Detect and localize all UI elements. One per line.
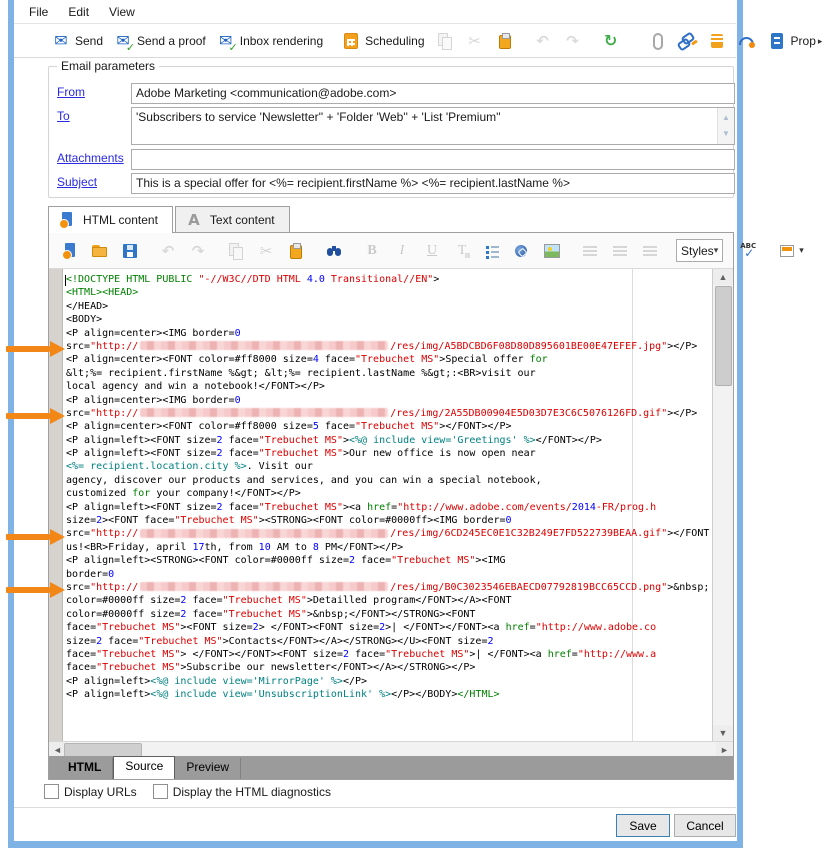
from-field[interactable]: Adobe Marketing <communication@adobe.com>	[131, 83, 735, 104]
text-format-button	[447, 238, 477, 264]
vertical-scroll-thumb[interactable]	[715, 286, 732, 386]
cut-button	[251, 238, 281, 264]
properties-icon	[767, 31, 787, 51]
code-line: <P align=center><FONT color=#ff8000 size=4 face="Trebuchet MS">Special offer for	[66, 354, 548, 366]
cut-button	[460, 28, 490, 54]
find-button[interactable]	[319, 238, 349, 264]
window-frame-bottom	[8, 841, 743, 848]
gift-button[interactable]	[702, 28, 732, 54]
editor-toolbar	[49, 233, 804, 269]
send-a-proof-button[interactable]	[108, 28, 211, 54]
redacted-url-segment	[140, 529, 388, 538]
attachment-button[interactable]	[642, 28, 672, 54]
code-line: <P align=left><%@ include view='UnsubscriptionLink' %></P></BODY></HTML>	[66, 689, 500, 701]
toolbar-button-label: Scheduling	[365, 34, 425, 48]
send-button[interactable]	[46, 28, 108, 54]
display-urls-option[interactable]	[44, 784, 137, 799]
copy-button	[221, 238, 251, 264]
code-line: <P align=center><IMG border=0	[66, 394, 241, 406]
code-line: agency, discover our products and services, and you can win a special notebook,	[66, 474, 542, 486]
new-content-button[interactable]	[55, 238, 85, 264]
scheduling-button[interactable]	[336, 28, 429, 54]
scroll-down-icon[interactable]: ▼	[722, 129, 730, 138]
checkbox-display-urls[interactable]	[44, 784, 59, 799]
background-icon	[777, 241, 797, 261]
bottom-tab-source[interactable]: Source	[113, 756, 175, 779]
image-button[interactable]	[537, 238, 567, 264]
align-left-icon	[580, 241, 600, 261]
refresh-icon	[601, 31, 621, 51]
save-icon	[120, 241, 140, 261]
bold-icon	[362, 241, 382, 261]
attachments-link[interactable]: Attachments	[57, 151, 124, 165]
anchor-button[interactable]	[507, 238, 537, 264]
subject-field[interactable]: This is a special offer for <%= recipient.firstName %> <%= recipient.lastName %>	[131, 173, 735, 194]
paste-button[interactable]	[281, 238, 311, 264]
code-line: us!<BR>Friday, april 17th, from 10 AM to 8 PM</FONT></P>	[66, 541, 404, 553]
menu-edit[interactable]: Edit	[68, 4, 90, 19]
redacted-url-segment	[140, 341, 388, 350]
save-button[interactable]: Save	[616, 814, 670, 837]
align-left-button	[575, 238, 605, 264]
align-right-button	[635, 238, 665, 264]
scroll-left-icon[interactable]: ◄	[49, 742, 66, 758]
code-line: color=#0000ff size=2 face="Trebuchet MS">Detailled program</FONT></A><FONT	[66, 595, 512, 607]
checkbox-label: Display URLs	[64, 784, 137, 799]
anchor-icon	[512, 241, 532, 261]
bullet-list-button[interactable]	[477, 238, 507, 264]
redo-button	[183, 238, 213, 264]
bullet-list-icon	[482, 241, 502, 261]
spellcheck-button[interactable]	[734, 238, 764, 264]
align-center-button	[605, 238, 635, 264]
main-toolbar	[14, 25, 823, 58]
options-row	[44, 784, 331, 799]
undo-button	[153, 238, 183, 264]
view-mode-tabs	[49, 756, 733, 779]
code-line: size=2 face="Trebuchet MS">Contacts</FONT></A></STRONG></U><FONT size=2	[66, 635, 494, 647]
align-right-icon	[640, 241, 660, 261]
to-link[interactable]: To	[57, 109, 70, 123]
code-line: face="Trebuchet MS"><FONT size=2> </FONT><FONT size=2>| </FONT></FONT><a href="http://www.adobe.co	[66, 622, 657, 634]
code-line: </HEAD>	[66, 300, 109, 312]
code-line: src="http:// /res/img/A5BDCBD6F08D80D895601BE00E47EFEF.jpg"></P>	[66, 340, 698, 352]
code-line: <P align=left><FONT size=2 face="Trebuchet MS"><a href="http://www.adobe.com/events/2014-FR/prog.h	[66, 501, 657, 513]
paste-icon	[286, 241, 306, 261]
menu-view[interactable]: View	[109, 4, 135, 19]
code-line: src="http:// /res/img/B0C3023546EBAECD07792819BCC65CCD.png">&nbsp;	[66, 581, 710, 593]
code-line: customized for your company!</FONT></P>	[66, 488, 301, 500]
code-line: &lt;%= recipient.firstName %&gt; &lt;%= recipient.lastName %&gt;:<BR>visit our	[66, 367, 536, 379]
window-frame-right	[737, 0, 743, 848]
menu-file[interactable]: File	[29, 4, 49, 19]
scroll-right-icon[interactable]: ►	[716, 742, 733, 758]
combo-label: Styles	[681, 243, 714, 258]
paste-button[interactable]	[490, 28, 520, 54]
chevron-right-icon: ▸	[817, 35, 823, 46]
chevron-right-icon: ▾	[799, 245, 804, 255]
display-diagnostics-option[interactable]	[153, 784, 331, 799]
checkbox-label: Display the HTML diagnostics	[172, 784, 331, 799]
code-line: local agency and win a notebook!</FONT></P>	[66, 381, 325, 393]
scheduling-icon	[341, 31, 361, 51]
italic-button	[387, 238, 417, 264]
toolbar-button-label: Send	[75, 34, 104, 48]
code-line: <%= recipient.location.city %>. Visit our	[66, 461, 313, 473]
tab-html-content[interactable]	[48, 206, 173, 233]
toolbar-button-label: Prop	[790, 34, 816, 48]
chevron-down-icon: ▾	[713, 245, 719, 255]
copy-icon	[226, 241, 246, 261]
code-line: face="Trebuchet MS"> </FONT></FONT><FONT size=2 face="Trebuchet MS">| </FONT><a href="http://www.a	[66, 648, 657, 660]
code-line: size=2><FONT face="Trebuchet MS"><STRONG><FONT color=#0000ff><IMG border=0	[66, 515, 512, 527]
subject-link[interactable]: Subject	[57, 175, 98, 189]
refresh-button[interactable]	[596, 28, 626, 54]
code-line: src="http:// /res/img/6CD245EC0E1C32B249E7FD522739BEAA.gif"></FONT	[66, 528, 710, 540]
code-line: <P align=left><%@ include view='MirrorPage' %></P>	[66, 675, 368, 687]
code-line: <P align=center><IMG border=0	[66, 327, 241, 339]
code-line: <P align=center><FONT color=#ff8000 size=5 face="Trebuchet MS"></FONT></P>	[66, 421, 512, 433]
footer-divider	[14, 807, 736, 808]
html-page-icon	[57, 210, 77, 230]
menu-bar	[14, 0, 736, 24]
code-line: src="http:// /res/img/2A55DB00904E5D03D7E3C6C5076126FD.gif"></P>	[66, 407, 698, 419]
cut-icon	[465, 31, 485, 51]
undo-icon	[158, 241, 178, 261]
editor-gutter	[49, 269, 63, 741]
bold-button	[357, 238, 387, 264]
tab-label: HTML content	[83, 213, 158, 227]
tab-text-content[interactable]	[175, 206, 290, 232]
code-line: border=0	[66, 568, 115, 580]
save-content-button[interactable]	[115, 238, 145, 264]
cancel-button[interactable]: Cancel	[674, 814, 736, 837]
copy-icon	[435, 31, 455, 51]
inbox-rendering-icon	[216, 31, 236, 51]
code-line: face="Trebuchet MS">Subscribe our newsletter</FONT></A></STRONG></P>	[66, 662, 476, 674]
redacted-url-segment	[140, 582, 388, 591]
code-line: color=#0000ff size=2 face="Trebuchet MS">&nbsp;</FONT></STRONG><FONT	[66, 608, 476, 620]
redo-icon	[563, 31, 583, 51]
styles-select[interactable]	[676, 239, 723, 262]
scroll-down-icon[interactable]: ▼	[713, 725, 733, 741]
send-proof-icon	[113, 31, 133, 51]
redo-button	[558, 28, 588, 54]
code-line: <P align=left><FONT size=2 face="Trebuchet MS"><%@ include view='Greetings' %></FONT></P>	[66, 434, 602, 446]
window-frame-left	[8, 0, 14, 848]
new-html-icon	[60, 241, 80, 261]
bottom-tab-html[interactable]: HTML	[57, 758, 113, 779]
checkbox-display-diagnostics[interactable]	[153, 784, 168, 799]
attachment-icon	[647, 31, 667, 51]
gift-icon	[707, 31, 727, 51]
underline-button	[417, 238, 447, 264]
to-field-value: 'Subscribers to service 'Newsletter'' + 'Folder 'Web'' + 'List 'Premium''	[136, 110, 501, 124]
gauge-icon	[737, 31, 757, 51]
background-button[interactable]	[772, 238, 809, 264]
underline-icon	[422, 241, 442, 261]
toolbar-button-label: Send a proof	[137, 34, 206, 48]
undo-icon	[533, 31, 553, 51]
source-code-area[interactable]	[49, 269, 733, 741]
horizontal-scroll-thumb[interactable]	[64, 743, 142, 757]
code-line: <BODY>	[66, 314, 103, 326]
align-center-icon	[610, 241, 630, 261]
bottom-tab-preview[interactable]: Preview	[175, 758, 241, 779]
open-icon	[90, 241, 110, 261]
content-tabs	[48, 206, 292, 232]
properties-button[interactable]	[762, 28, 827, 54]
copy-button	[430, 28, 460, 54]
from-link[interactable]: From	[57, 85, 85, 99]
to-field[interactable]	[131, 107, 735, 145]
image-icon	[542, 241, 562, 261]
italic-icon	[392, 241, 412, 261]
code-line: <HTML><HEAD>	[66, 287, 139, 299]
to-field-scrollbar[interactable]	[717, 108, 734, 144]
tab-label: Text content	[209, 212, 275, 227]
scroll-up-icon[interactable]: ▲	[713, 269, 733, 285]
scroll-up-icon[interactable]: ▲	[722, 113, 730, 122]
undo-button	[528, 28, 558, 54]
link-button[interactable]	[672, 28, 702, 54]
code-line: <P align=left><STRONG><FONT color=#0000ff size=2 face="Trebuchet MS"><IMG	[66, 555, 506, 567]
inbox-rendering-button[interactable]	[211, 28, 328, 54]
text-a-icon	[184, 210, 204, 230]
code-line: <P align=left><FONT size=2 face="Trebuchet MS">Our new office is now open near	[66, 448, 536, 460]
paste-icon	[495, 31, 515, 51]
link-icon	[677, 31, 697, 51]
redacted-url-segment	[140, 408, 388, 417]
send-icon	[51, 31, 71, 51]
find-icon	[324, 241, 344, 261]
source-code[interactable]	[66, 273, 709, 741]
code-line: <!DOCTYPE HTML PUBLIC "-//W3C//DTD HTML 4.0 Transitional//EN">	[66, 274, 440, 285]
text-format-icon	[452, 241, 472, 261]
open-button[interactable]	[85, 238, 115, 264]
redo-icon	[188, 241, 208, 261]
spellcheck-icon	[739, 241, 759, 261]
email-parameters-group	[48, 59, 734, 198]
group-legend: Email parameters	[57, 59, 159, 73]
html-source-editor	[48, 232, 804, 780]
gauge-button[interactable]	[732, 28, 762, 54]
attachments-field[interactable]	[131, 149, 735, 170]
cut-icon	[256, 241, 276, 261]
toolbar-button-label: Inbox rendering	[239, 34, 324, 48]
